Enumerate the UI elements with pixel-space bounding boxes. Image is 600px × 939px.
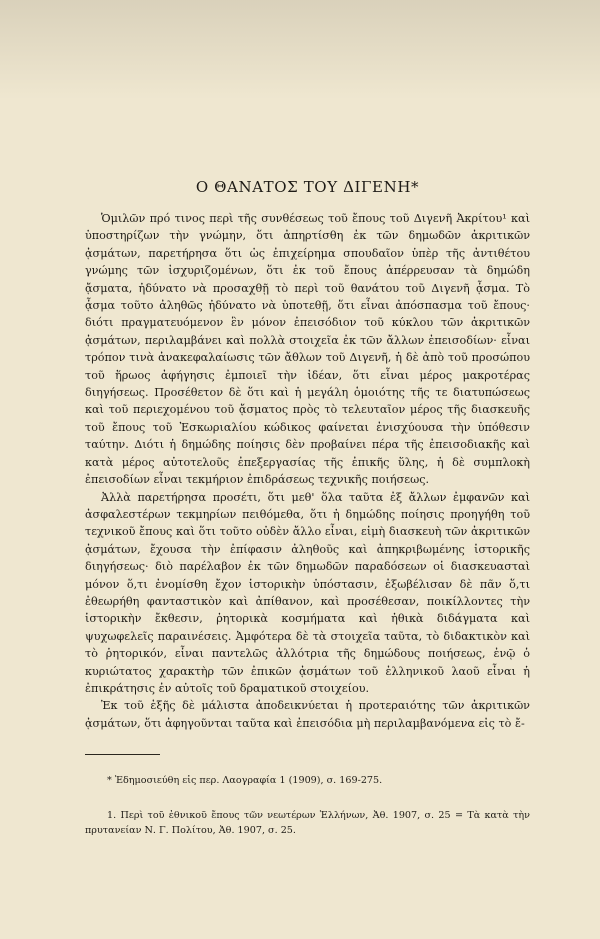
footnote-star: * Ἐδημοσιεύθη εἰς περ. Λαογραφία 1 (1909), σ. 169-275. [107, 775, 383, 787]
footnote-rule [85, 754, 160, 755]
paragraph-3: Ἐκ τοῦ ἑξῆς δὲ μάλιστα ἀποδεικνύεται ἡ προτεραιότης τῶν ἀκριτικῶν ᾀσμάτων, ὅτι ἀφηγοῦνται ταῦτα καὶ ἐπεισόδια μὴ περιλαμβανόμενα εἰς τὸ ἔ- [85, 699, 530, 730]
document-page [85, 178, 530, 838]
paragraph-2: Ἀλλὰ παρετήρησα προσέτι, ὅτι μεθ' ὅλα ταῦτα ἐξ ἄλλων ἐμφανῶν καὶ ἀσφαλεστέρων τεκμηρίων πειθόμεθα, ὅτι ἡ δημώδης ποίησις προηγήθη τοῦ τεχνικοῦ ἔπους καὶ ὅτι τοῦτο οὐδὲν ἄλλο εἶναι, εἰμὴ διασκευὴ τῶν ἀκριτικῶν ᾀσμάτων, ἔχουσα τὴν ἐπίφασιν ἀληθοῦς καὶ ἀπηκριβωμένης ἱστορικῆς διηγήσεως· διὸ παρέλαβον ἐκ τῶν δημωδῶν παραδόσεων οἱ διασκευασταὶ μόνον ὅ,τι ἐνομίσθη ἔχον ἱστορικὴν ὑπόστασιν, ἐξωβέλισαν δὲ πᾶν ὅ,τι ἐθεωρήθη φανταστικὸν καὶ ἀπίθανον, καὶ προσέθεσαν, ποικίλλοντες τὴν ἱστορικὴν ἔκθεσιν, ῥητορικὰ κοσμήματα καὶ ἠθικὰ διδάγματα καὶ ψυχωφελεῖς παραινέσεις. Ἀμφότερα δὲ τὰ στοιχεῖα ταῦτα, τὸ διδακτικὸν καὶ τὸ ῥητορικόν, εἶναι παντελῶς ἀλλότρια τῆς δημώδους ποιήσεως, ἐνῷ ὁ κυριώτατος χαρακτὴρ τῶν ἐπικῶν ᾀσμάτων τοῦ ἑλληνικοῦ λαοῦ εἶναι ἡ ἐπικράτησις ἐν αὐτοῖς τοῦ δραματικοῦ στοιχείου. [85, 490, 530, 695]
page-title: Ο ΘΑΝΑΤΟΣ ΤΟΥ ΔΙΓΕΝΗ* [195, 178, 420, 196]
footnote-1: 1. Περὶ τοῦ ἐθνικοῦ ἔπους τῶν νεωτέρων Ἑλλήνων, Ἀθ. 1907, σ. 25 = Τὰ κατὰ τὴν πρυτανείαν Ν. Γ. Πολίτου, Ἀθ. 1907, σ. 25. [85, 810, 530, 837]
paragraph-1: Ὁμιλῶν πρό τινος περὶ τῆς συνθέσεως τοῦ ἔπους τοῦ Διγενῆ Ἀκρίτου¹ καὶ ὑποστηρίζων τὴν γνώμην, ὅτι ἀπηρτίσθη ἐκ τῶν δημωδῶν ἀκριτικῶν ᾀσμάτων, παρετήρησα ὅτι ὡς ἐπιχείρημα σπουδαῖον ὑπὲρ τῆς ἀντιθέτου γνώμης τῶν ἰσχυριζομένων, ὅτι ἐκ τοῦ ἔπους ἀπέρρευσαν τὰ δημώδη ᾄσματα, ἠδύνατο νὰ προσαχθῇ τὸ περὶ τοῦ θανάτου τοῦ Διγενῆ ᾆσμα. Τὸ ᾆσμα τοῦτο ἀληθῶς ἠδύνατο νὰ ὑποτεθῇ, ὅτι εἶναι ἀπόσπασμα τοῦ ἔπους· διότι πραγματευόμενον ἓν μόνον ἐπεισόδιον τοῦ κύκλου τῶν ἀκριτικῶν ᾀσμάτων, περιλαμβάνει καὶ πολλὰ στοιχεῖα ἐκ τῶν ἄλλων ἐπεισοδίων· εἶναι τρόπον τινὰ ἀνακεφαλαίωσις τῶν ἄθλων τοῦ Διγενῆ, ἡ δὲ ἀπὸ τοῦ προσώπου τοῦ ἥρωος ἀφήγησις ἐμποιεῖ τὴν ἰδέαν, ὅτι εἶναι μέρος μακροτέρας διηγήσεως. Προσέθετον δὲ ὅτι καὶ ἡ μεγάλη ὁμοιότης τῆς τε διατυπώσεως καὶ τοῦ περιεχομένου τοῦ ᾄσματος πρὸς τὸ τελευταῖον μέρος τῆς διασκευῆς τοῦ ἔπους τοῦ Ἐσκωριαλίου κώδικος φαίνεται ἐνισχύουσα τὴν ὑπόθεσιν ταύτην. Διότι ἡ δημώδης ποίησις δὲν προβαίνει πέρα τῆς ἐπεισοδιακῆς καὶ κατὰ μέρος αὐτοτελοῦς ἐπεξεργασίας τῆς ἐπικῆς ὕλης, ἡ δὲ συμπλοκὴ ἐπεισοδίων εἶναι τεκμήριον ἐπιδράσεως τεχνικῆς ποιήσεως. [85, 212, 530, 487]
facing-page-bleed [0, 0, 600, 100]
